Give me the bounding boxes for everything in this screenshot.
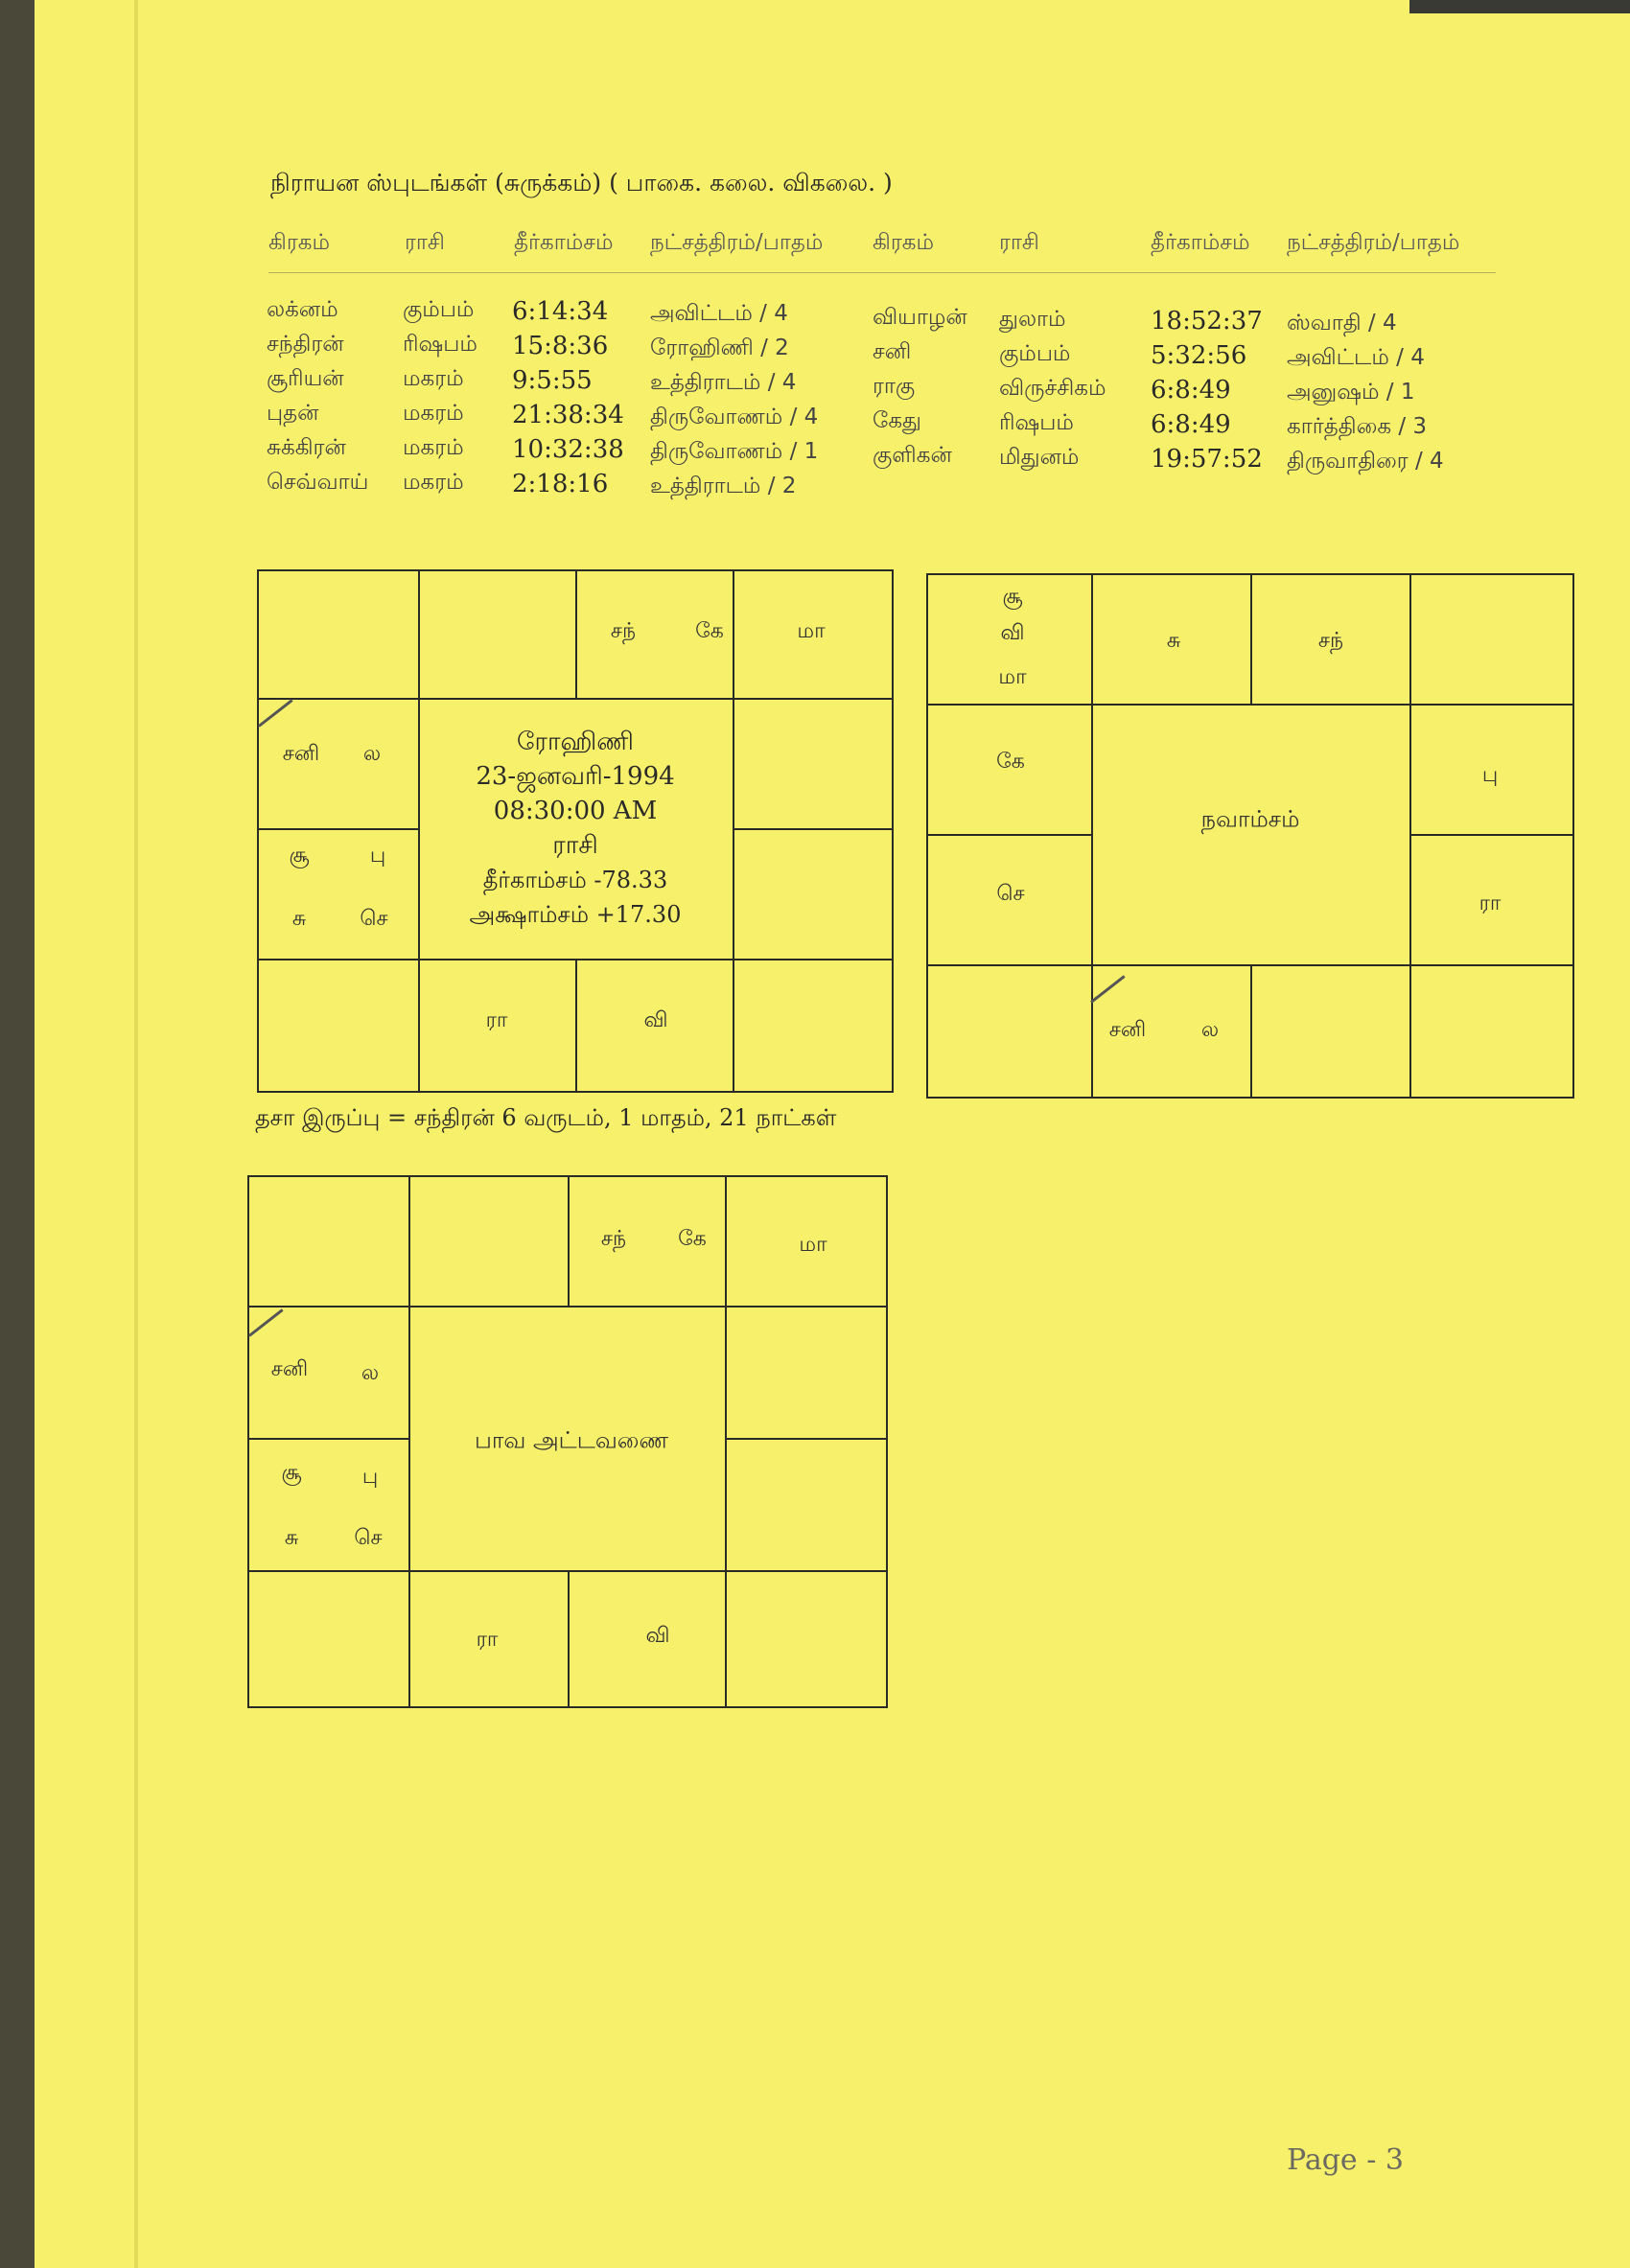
center-line: 23-ஜனவரி-1994: [476, 762, 675, 791]
house-label: பு: [369, 844, 386, 868]
house-label: கே: [695, 619, 724, 643]
chart-center-title: நவாம்சம்: [1200, 805, 1300, 833]
house-label: மா: [799, 1233, 827, 1257]
house-label: பு: [1481, 763, 1499, 787]
star-pada: அவிட்டம் / 4: [1287, 345, 1425, 370]
planet-name: ராகு: [873, 374, 916, 399]
navamsa-chart: [926, 573, 1574, 1099]
longitude: 10:32:38: [512, 435, 624, 464]
house-label: மா: [998, 665, 1027, 689]
planet-name: லக்னம்: [267, 297, 338, 322]
center-line: ரோஹிணி: [517, 728, 634, 756]
center-line: ராசி: [552, 831, 598, 860]
table-header: [268, 230, 1496, 273]
longitude: 6:14:34: [512, 297, 609, 326]
col-header: ராசி: [405, 230, 445, 255]
rasi-name: மகரம்: [403, 435, 464, 460]
col-header: கிரகம்: [873, 230, 934, 255]
star-pada: அவிட்டம் / 4: [650, 301, 788, 326]
longitude: 19:57:52: [1151, 445, 1263, 474]
house-label: செ: [360, 907, 388, 931]
chart-center-title: பாவ அட்டவணை: [474, 1426, 669, 1454]
rasi-name: ரிஷபம்: [403, 332, 477, 357]
star-pada: திருவோணம் / 1: [650, 439, 819, 464]
rasi-name: விருச்சிகம்: [999, 376, 1106, 401]
house-label: சூ: [289, 844, 310, 868]
rasi-chart: [257, 569, 894, 1093]
house-label: கே: [678, 1227, 707, 1251]
longitude: 9:5:55: [512, 366, 593, 395]
house-label: சந்: [610, 619, 637, 643]
page-title: நிராயன ஸ்புடங்கள் (சுருக்கம்) ( பாகை. கலை. விகலை. ): [270, 169, 893, 197]
lagna-marker: [258, 699, 293, 727]
chart-center-info: [470, 725, 682, 932]
col-header: ராசி: [999, 230, 1039, 255]
longitude: 21:38:34: [512, 401, 624, 429]
house-label: சனி: [282, 742, 320, 766]
longitude: 18:52:37: [1151, 307, 1263, 336]
star-pada: திருவோணம் / 4: [650, 405, 819, 429]
house-label: ரா: [485, 1008, 508, 1032]
house-label: ல: [1200, 1018, 1220, 1042]
col-header: கிரகம்: [268, 230, 330, 255]
planet-name: புதன்: [267, 401, 319, 426]
house-label: சூ: [281, 1461, 302, 1485]
house-label: கே: [996, 750, 1025, 774]
longitude: 6:8:49: [1151, 410, 1231, 439]
star-pada: கார்த்திகை / 3: [1287, 414, 1428, 439]
house-label: சனி: [270, 1357, 309, 1381]
rasi-name: மிதுனம்: [999, 445, 1080, 470]
rasi-name: மகரம்: [403, 366, 464, 391]
col-header: தீர்காம்சம்: [1151, 230, 1250, 255]
rasi-name: ரிஷபம்: [999, 410, 1074, 435]
planet-name: குளிகன்: [873, 443, 952, 468]
star-pada: உத்திராடம் / 4: [650, 370, 797, 395]
rasi-name: மகரம்: [403, 470, 464, 495]
star-pada: ஸ்வாதி / 4: [1287, 311, 1397, 336]
star-pada: அனுஷம் / 1: [1287, 380, 1415, 405]
page-number: Page - 3: [1287, 2143, 1404, 2177]
planet-name: சனி: [873, 339, 912, 364]
house-label: சந்: [1317, 629, 1344, 653]
page-edge-shadow: [1409, 0, 1630, 13]
star-pada: ரோஹிணி / 2: [650, 336, 789, 360]
house-label: மா: [797, 619, 826, 643]
house-label: ல: [362, 742, 382, 766]
longitude: 6:8:49: [1151, 376, 1231, 405]
page-fold: [134, 0, 138, 2268]
planet-name: கேது: [873, 408, 921, 433]
lagna-marker: [248, 1308, 284, 1336]
planet-name: வியாழன்: [873, 305, 967, 330]
lagna-marker: [1090, 975, 1126, 1003]
planet-name: சந்திரன்: [267, 332, 344, 357]
house-label: சந்: [600, 1227, 627, 1251]
rasi-name: கும்பம்: [999, 341, 1071, 366]
house-label: செ: [996, 882, 1025, 906]
rasi-name: துலாம்: [999, 307, 1066, 332]
house-label: சனி: [1108, 1018, 1147, 1042]
col-header: நட்சத்திரம்/பாதம்: [1287, 230, 1460, 255]
planet-name: சூரியன்: [267, 366, 344, 391]
center-line: அக்ஷாம்சம் +17.30: [469, 901, 682, 928]
house-label: சு: [291, 907, 307, 931]
center-line: 08:30:00 AM: [493, 797, 658, 825]
planet-name: செவ்வாய்: [267, 470, 369, 495]
star-pada: உத்திராடம் / 2: [650, 474, 797, 498]
col-header: தீர்காம்சம்: [514, 230, 614, 255]
dasa-balance: தசா இருப்பு = சந்திரன் 6 வருடம், 1 மாதம், 21 நாட்கள்: [255, 1104, 837, 1131]
col-header: நட்சத்திரம்/பாதம்: [650, 230, 824, 255]
house-label: ரா: [1479, 891, 1502, 915]
star-pada: திருவாதிரை / 4: [1287, 449, 1444, 474]
house-label: வி: [645, 1624, 670, 1648]
rasi-name: கும்பம்: [403, 297, 475, 322]
bhava-chart: [247, 1175, 888, 1708]
longitude: 5:32:56: [1151, 341, 1247, 370]
longitude: 15:8:36: [512, 332, 609, 360]
planet-name: சுக்கிரன்: [267, 435, 346, 460]
house-label: சூ: [1002, 585, 1023, 609]
center-line: தீர்காம்சம் -78.33: [482, 867, 668, 893]
rasi-name: மகரம்: [403, 401, 464, 426]
house-label: சு: [284, 1526, 299, 1550]
house-label: பு: [361, 1465, 379, 1489]
house-label: ரா: [476, 1628, 499, 1652]
house-label: சு: [1166, 629, 1181, 653]
longitude: 2:18:16: [512, 470, 609, 498]
house-label: செ: [354, 1526, 383, 1550]
house-label: வி: [643, 1008, 668, 1032]
house-label: வி: [1000, 621, 1025, 645]
house-label: ல: [361, 1361, 380, 1385]
